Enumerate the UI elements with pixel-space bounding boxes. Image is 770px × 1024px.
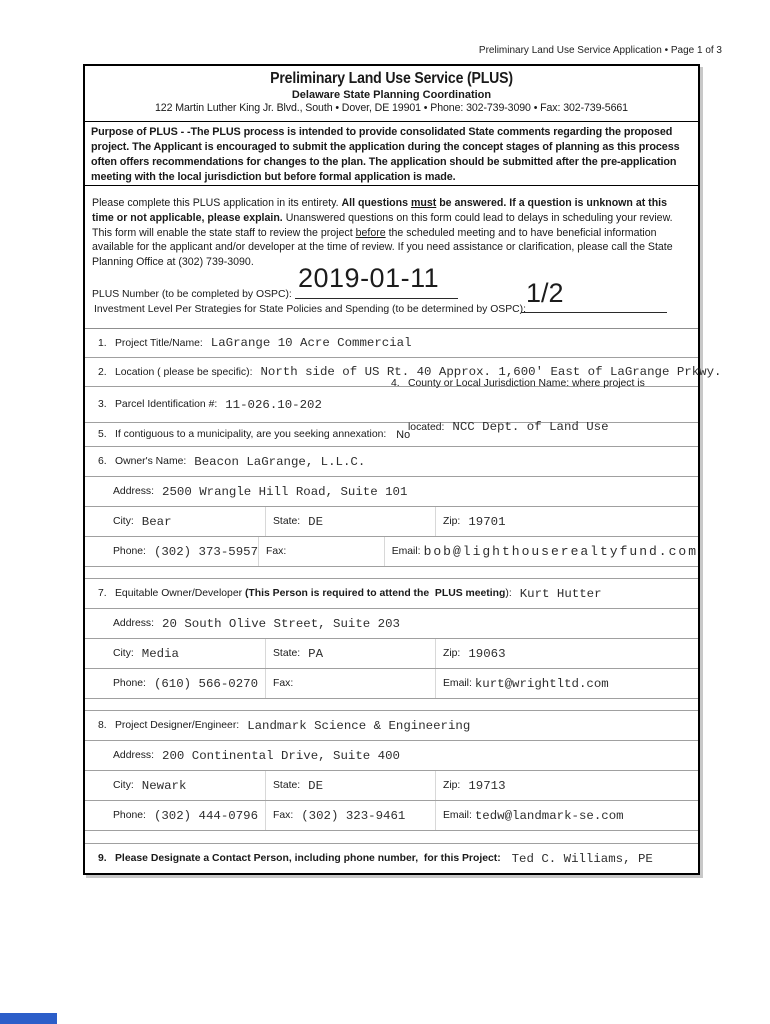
owner-name-value[interactable]: Beacon LaGrange, L.L.C.	[194, 454, 366, 469]
investment-level-value[interactable]: 1/2	[526, 278, 564, 308]
owner-zip-cell: Zip: 19701	[435, 507, 698, 536]
contact-person-value[interactable]: Ted C. Williams, PE	[511, 851, 653, 866]
page-header: Preliminary Land Use Service Application • Page 1 of 3	[478, 45, 722, 56]
owner-address-row	[85, 477, 698, 507]
section-spacer	[85, 699, 698, 711]
location-label: Location ( please be specific):	[115, 366, 253, 378]
designer-address-value[interactable]: 200 Continental Drive, Suite 400	[162, 748, 400, 763]
annexation-row	[85, 423, 698, 447]
owner-name-label: Owner's Name:	[115, 456, 187, 467]
developer-label: Equitable Owner/Developer	[115, 588, 245, 599]
project-title-label: Project Title/Name:	[115, 337, 203, 349]
instructions-bold2: be answered. If a question is unknown at this time or not applicable, please explain.	[92, 197, 668, 224]
designer-address-row	[85, 741, 698, 771]
designer-city-cell: City: Newark	[113, 778, 187, 793]
section-spacer	[85, 567, 698, 579]
field-number: 6.	[98, 456, 107, 467]
county-value[interactable]: NCC Dept. of Land Use	[452, 420, 609, 434]
designer-name-value[interactable]: Landmark Science & Engineering	[247, 718, 471, 733]
field-number: 3.	[98, 399, 107, 410]
instructions-bold1: All questions	[341, 197, 411, 209]
parcel-id-cell	[85, 387, 391, 422]
designer-email-cell: Email: tedw@landmark-se.com	[435, 801, 698, 830]
developer-address-row	[85, 609, 698, 639]
instructions-part1: Please complete this PLUS application in its entirety.	[92, 197, 342, 209]
developer-city-value[interactable]: Media	[141, 646, 179, 661]
designer-phone-cell: Phone: (302) 444-0796	[113, 808, 259, 823]
developer-zip-value[interactable]: 19063	[468, 646, 506, 661]
parcel-id-label: Parcel Identification #:	[115, 399, 218, 410]
designer-fax-cell: Fax: (302) 323-9461	[265, 801, 435, 830]
parcel-id-value[interactable]: 11-026.10-202	[225, 397, 322, 412]
form-title: Preliminary Land Use Service (PLUS)	[270, 70, 513, 87]
owner-phone-fax-email-row	[85, 537, 698, 567]
designer-name-row	[85, 711, 698, 741]
developer-zip-cell: Zip: 19063	[435, 639, 698, 668]
developer-label-tail: ):	[505, 588, 512, 599]
project-title-value[interactable]: LaGrange 10 Acre Commercial	[210, 336, 412, 350]
owner-state-cell: State: DE	[265, 507, 435, 536]
field-number: 9.	[98, 853, 107, 864]
owner-fax-cell: Fax:	[258, 537, 384, 566]
owner-email-cell: Email: bob@lighthouserealtyfund.com	[384, 537, 698, 566]
designer-label: Project Designer/Engineer:	[115, 720, 240, 731]
owner-zip-value[interactable]: 19701	[468, 514, 506, 529]
section-spacer	[85, 831, 698, 844]
designer-zip-value[interactable]: 19713	[468, 778, 506, 793]
parcel-and-county-row	[85, 377, 698, 434]
contact-person-label: Please Designate a Contact Person, including phone number, for this Project:	[115, 853, 504, 864]
developer-fax-cell: Fax:	[265, 669, 435, 698]
designer-state-cell: State: DE	[265, 771, 435, 800]
instructions-and-plus-number	[85, 186, 698, 329]
field-number: 8.	[98, 720, 107, 731]
owner-name-row	[85, 447, 698, 477]
footer-accent-bar	[0, 1013, 57, 1024]
field-number: 7.	[98, 588, 107, 599]
instructions-part2: Unanswered questions on this form could lead to delays in scheduling your review. This form will enable the state staff to review the project	[92, 211, 673, 239]
developer-email-value[interactable]: kurt@wrightltd.com	[474, 676, 609, 691]
developer-state-value[interactable]: PA	[308, 646, 324, 661]
developer-label-bold: (This Person is required to attend the PLUS meeting	[244, 588, 506, 599]
annexation-label: If contiguous to a municipality, are you seeking annexation:	[115, 429, 387, 440]
designer-email-value[interactable]: tedw@landmark-se.com	[474, 808, 624, 823]
investment-level-underline	[521, 312, 667, 313]
developer-phone-cell: Phone: (610) 566-0270	[113, 676, 259, 691]
owner-address-value[interactable]: 2500 Wrangle Hill Road, Suite 101	[162, 484, 408, 499]
form-title-block	[85, 66, 698, 122]
county-label-line1: 4. County or Local Jurisdiction Name: where project is	[391, 377, 698, 392]
owner-phone-value[interactable]: (302) 373-5957	[153, 544, 259, 559]
plus-number-label: PLUS Number (to be completed by OSPC):	[92, 289, 292, 300]
location-value[interactable]: North side of US Rt. 40 Approx. 1,600' East of LaGrange Prkwy.	[260, 365, 722, 379]
plus-number-value[interactable]: 2019-01-11	[298, 263, 440, 293]
developer-city-cell: City: Media	[113, 646, 179, 661]
annexation-value[interactable]: No	[396, 428, 411, 441]
field-number: 2.	[98, 366, 107, 378]
county-label-line2: located: NCC Dept. of Land Use	[408, 420, 609, 434]
investment-level-label: Investment Level Per Strategies for State Policies and Spending (to be determined by OSPC):	[94, 304, 527, 315]
developer-email-cell: Email: kurt@wrightltd.com	[435, 669, 698, 698]
field-number: 4.	[391, 377, 400, 389]
owner-phone-cell: Phone: (302) 373-5957	[113, 544, 259, 559]
instructions-text	[85, 186, 698, 270]
owner-email-value[interactable]: bob@lighthouserealtyfund.com	[423, 544, 698, 559]
designer-phone-fax-email-row	[85, 801, 698, 831]
instructions-bold-underlined: must	[410, 197, 437, 209]
field-number: 1.	[98, 337, 107, 349]
developer-name-row	[85, 579, 698, 609]
form-subtitle: Delaware State Planning Coordination	[291, 89, 492, 101]
developer-city-state-zip-row	[85, 639, 698, 669]
designer-fax-value[interactable]: (302) 323-9461	[301, 808, 406, 823]
designer-city-value[interactable]: Newark	[141, 778, 187, 793]
developer-name-value[interactable]: Kurt Hutter	[519, 586, 602, 601]
contact-person-row	[85, 844, 698, 873]
designer-phone-value[interactable]: (302) 444-0796	[153, 808, 259, 823]
plus-number-underline	[295, 298, 458, 299]
plus-application-form	[83, 64, 722, 875]
owner-state-value[interactable]: DE	[308, 514, 324, 529]
address-label: Address:	[113, 486, 155, 497]
purpose-paragraph: Purpose of PLUS - -The PLUS process is intended to provide consolidated State comments regarding the proposed project. The Applicant is encouraged to submit the application during the concept stages of planning as this process often offers recommendations for changes to the plan. The application should be submitted after the pre-application meeting with the local jurisdiction but before formal application is made.	[85, 122, 698, 186]
owner-city-value[interactable]: Bear	[141, 514, 172, 529]
address-label: Address:	[113, 750, 155, 761]
designer-city-state-zip-row	[85, 771, 698, 801]
designer-state-value[interactable]: DE	[308, 778, 324, 793]
developer-address-value[interactable]: 20 South Olive Street, Suite 203	[162, 616, 400, 631]
owner-city-state-zip-row	[85, 507, 698, 537]
field-number: 5.	[98, 429, 107, 440]
developer-state-cell: State: PA	[265, 639, 435, 668]
form-address-line: 122 Martin Luther King Jr. Blvd., South • Dover, DE 19901 • Phone: 302-739-3090 • Fax: 302-739-5661	[155, 102, 628, 114]
owner-city-cell: City: Bear	[113, 514, 172, 529]
developer-phone-fax-email-row	[85, 669, 698, 699]
developer-phone-value[interactable]: (610) 566-0270	[153, 676, 259, 691]
designer-zip-cell: Zip: 19713	[435, 771, 698, 800]
instructions-underlined: before	[355, 226, 386, 239]
address-label: Address:	[113, 618, 155, 629]
instructions-part3: the scheduled meeting and to have beneficial information available for the applicant and/or developer at the time of review. If you need assistance or clarification, please call the State Planning Office at (302) 739-3090.	[92, 226, 673, 269]
